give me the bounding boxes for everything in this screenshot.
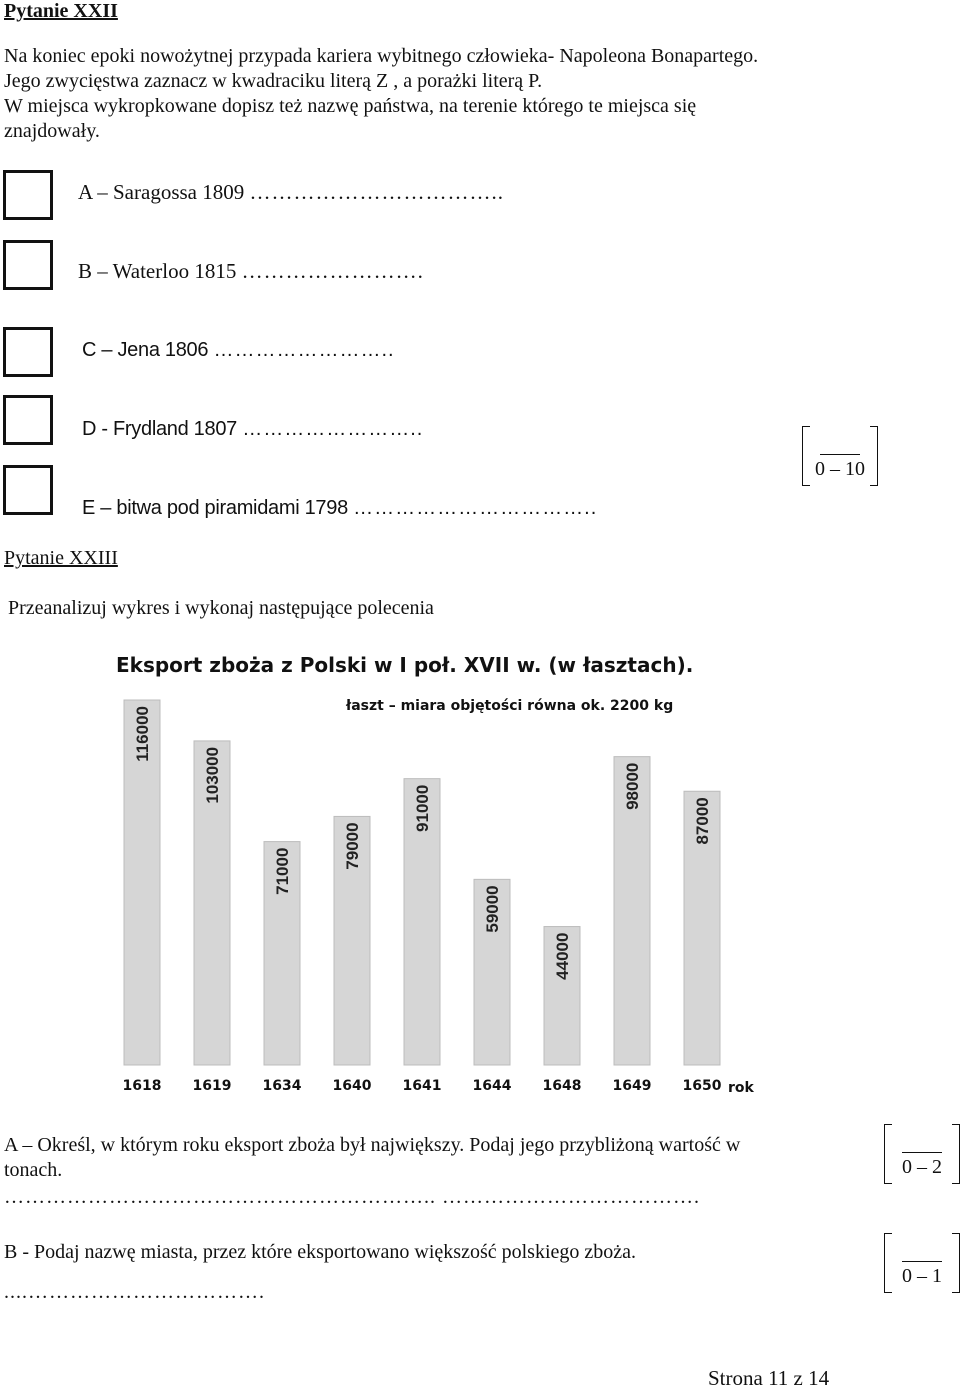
x-tick-label: 1650 <box>682 1078 722 1094</box>
option-c-answer-line[interactable]: …………………….. <box>213 339 395 361</box>
answer-box-c[interactable] <box>3 327 53 377</box>
option-e <box>82 497 597 520</box>
bar-value-label: 98000 <box>623 762 642 810</box>
x-tick-label: 1644 <box>472 1078 512 1094</box>
q22-intro <box>4 44 904 144</box>
q22-intro-line: znajdowały. <box>4 120 100 142</box>
q22-heading: Pytanie XXII <box>4 0 118 22</box>
bar-value-label: 103000 <box>203 746 222 804</box>
option-a <box>78 180 504 205</box>
q23-heading: Pytanie XXIII <box>4 547 118 569</box>
x-axis-label: rok <box>728 1080 754 1096</box>
option-a-label: A – Saragossa 1809 <box>78 180 245 204</box>
score-box-q22 <box>802 426 878 486</box>
task-a-line: tonach. <box>4 1159 63 1181</box>
bar-value-label: 116000 <box>133 706 152 762</box>
chart-subtitle: łaszt – miara objętości równa ok. 2200 kg <box>346 698 674 714</box>
option-d <box>82 418 423 441</box>
score-box-task-a <box>884 1124 960 1184</box>
option-e-answer-line[interactable]: …………………………….. <box>353 497 598 519</box>
task-a-line: A – Określ, w którym roku eksport zboża był największy. Podaj jego przybliżoną wartość w <box>4 1134 741 1156</box>
option-c-label: C – Jena 1806 <box>82 339 209 361</box>
task-a-answer-line[interactable]: …………………………………………………….. ………………………………. <box>4 1186 700 1208</box>
q22-intro-line: Na koniec epoki nowożytnej przypada kariera wybitnego człowieka- Napoleona Bonapartego. <box>4 45 759 67</box>
score-value: 0 – 10 <box>815 458 865 480</box>
answer-box-b[interactable] <box>3 240 53 290</box>
option-d-label: D - Frydland 1807 <box>82 418 237 440</box>
option-e-label: E – bitwa pod piramidami 1798 <box>82 497 348 519</box>
score-value: 0 – 1 <box>902 1265 942 1287</box>
task-b: B - Podaj nazwę miasta, przez które eksportowano większość polskiego zboża. <box>4 1241 637 1263</box>
chart-canvas <box>100 640 870 1110</box>
q22-intro-line: W miejsca wykropkowane dopisz też nazwę państwa, na terenie którego te miejsca się <box>4 95 697 117</box>
task-a <box>4 1133 874 1183</box>
option-d-answer-line[interactable]: …………………….. <box>242 418 424 440</box>
task-b-answer-line[interactable]: ....……………………………. <box>4 1281 265 1303</box>
x-tick-label: 1640 <box>332 1078 372 1094</box>
bar-value-label: 59000 <box>483 885 502 933</box>
bar-value-label: 87000 <box>693 797 712 845</box>
option-b-label: B – Waterloo 1815 <box>78 259 237 283</box>
option-b-answer-line[interactable]: ……………………. <box>241 259 424 283</box>
score-box-task-b <box>884 1233 960 1293</box>
score-value: 0 – 2 <box>902 1156 942 1178</box>
bar-value-label: 44000 <box>553 932 572 980</box>
option-b <box>78 259 424 284</box>
x-tick-label: 1648 <box>542 1078 582 1094</box>
answer-box-a[interactable] <box>3 170 53 220</box>
option-c <box>82 339 395 362</box>
x-tick-label: 1618 <box>122 1078 162 1094</box>
page-number: Strona 11 z 14 <box>708 1366 830 1390</box>
chart-title: Eksport zboża z Polski w I poł. XVII w. (w łasztach). <box>116 653 694 677</box>
x-tick-label: 1641 <box>402 1078 442 1094</box>
option-a-answer-line[interactable]: …………………………….. <box>249 180 504 204</box>
bar-value-label: 91000 <box>413 784 432 832</box>
answer-box-d[interactable] <box>3 395 53 445</box>
bar-value-label: 71000 <box>273 847 292 895</box>
q22-intro-line: Jego zwycięstwa zaznacz w kwadraciku literą Z , a porażki literą P. <box>4 70 543 92</box>
bar-value-label: 79000 <box>343 822 362 870</box>
x-tick-label: 1649 <box>612 1078 652 1094</box>
export-chart <box>100 640 870 1110</box>
x-tick-label: 1634 <box>262 1078 302 1094</box>
q23-instruction: Przeanalizuj wykres i wykonaj następujące polecenia <box>8 597 434 619</box>
x-tick-label: 1619 <box>192 1078 232 1094</box>
answer-box-e[interactable] <box>3 465 53 515</box>
